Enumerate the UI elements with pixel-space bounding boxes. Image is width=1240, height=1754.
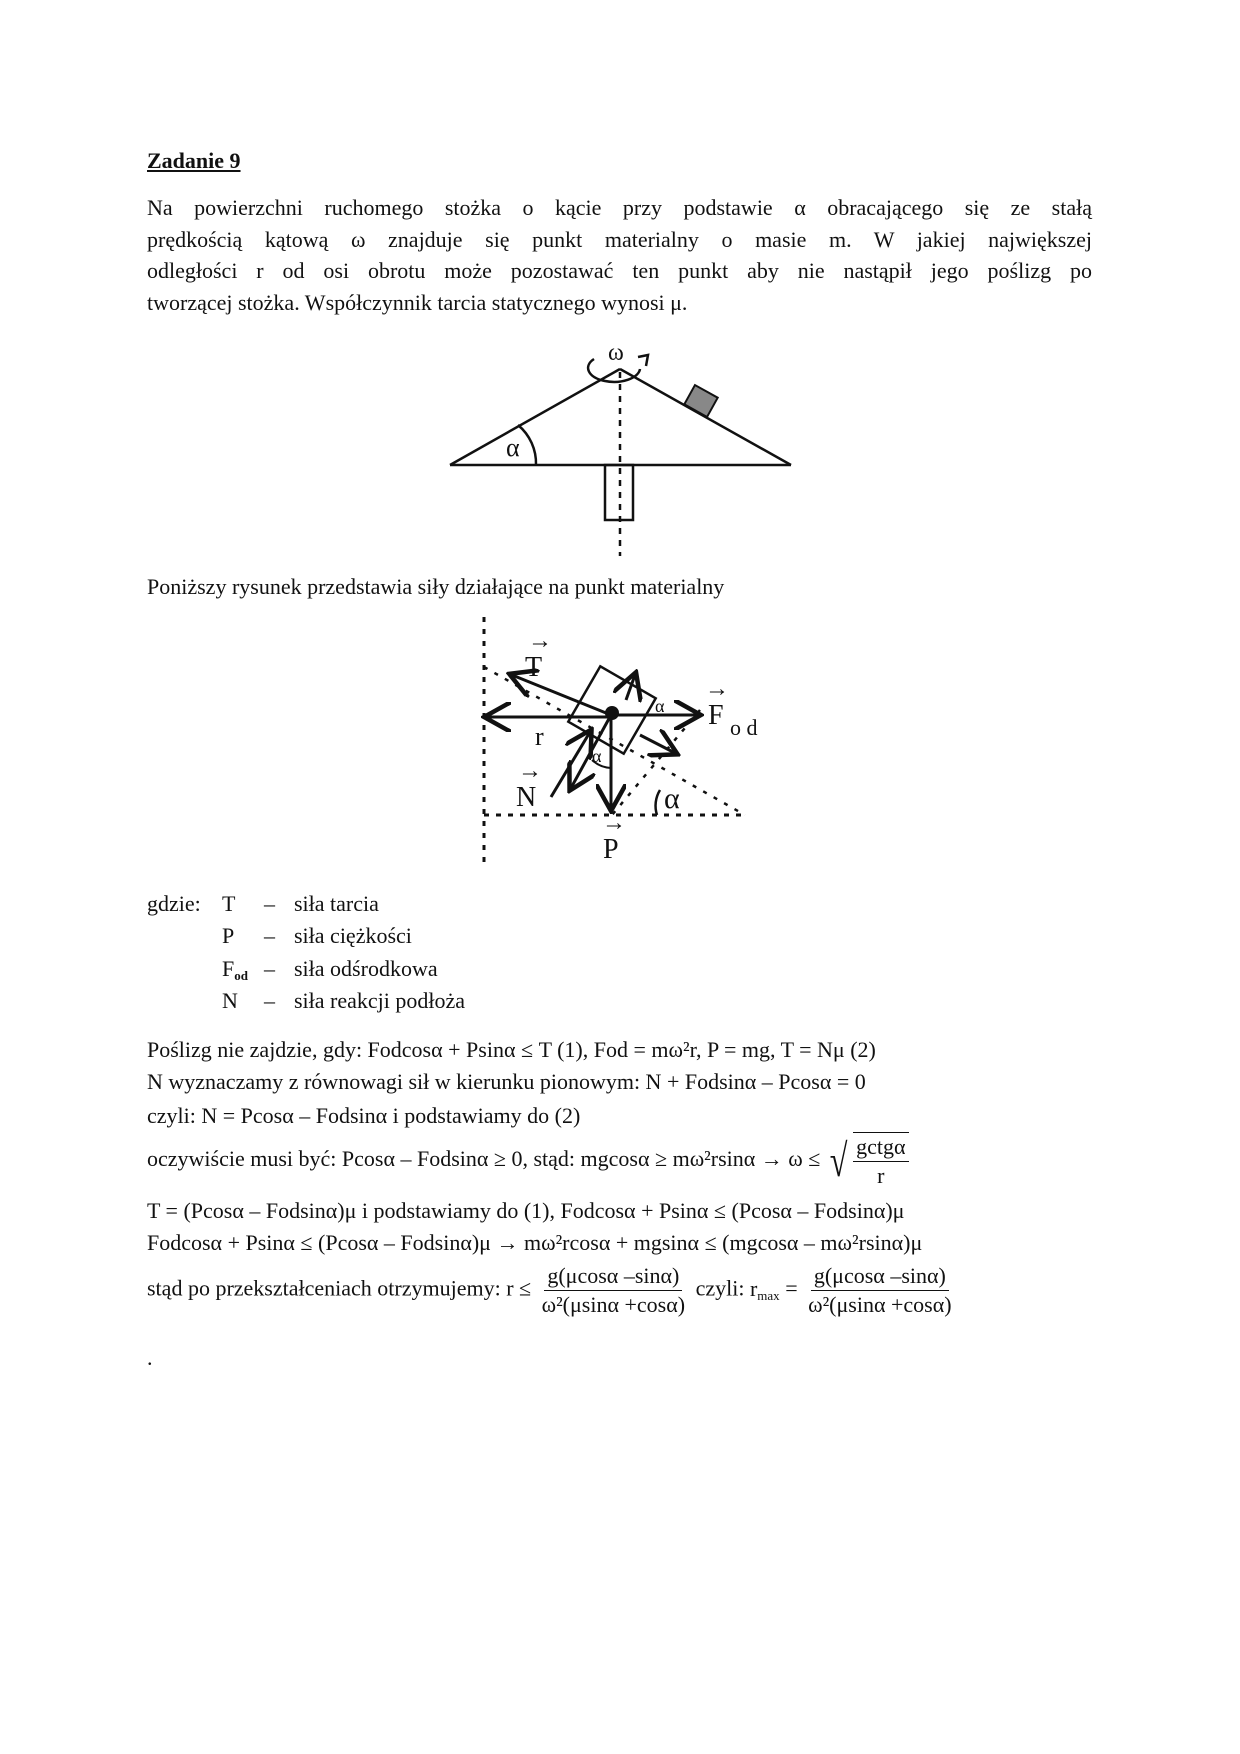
r-label: r: [535, 722, 544, 751]
legend-symbol-letter: F: [222, 956, 235, 981]
alpha-label-3: α: [664, 782, 680, 815]
legend-dash: –: [264, 956, 275, 981]
equation-line-1: Poślizg nie zajdzie, gdy: Fodcosα + Psinα ≤ T (1), Fod = mω²r, P = mg, T = Nμ (2): [147, 1037, 876, 1062]
legend-symbol: T: [222, 891, 236, 916]
alpha-label: α: [506, 433, 520, 462]
problem-line: prędkością kątową ω znajduje się punkt materialny o masie m. W jakiej największej: [147, 226, 1092, 252]
forces-caption: Poniższy rysunek przedstawia siły działające na punkt materialny: [147, 574, 725, 599]
legend-prefix: gdzie:: [147, 891, 201, 916]
P-vector-arrow: →: [602, 810, 626, 836]
problem-line: tworzącej stożka. Współczynnik tarcia statycznego wynosi μ.: [147, 289, 688, 315]
legend-dash: –: [264, 923, 275, 948]
legend-symbol: N: [222, 988, 238, 1013]
equation-line-5: T = (Pcosα – Fodsinα)μ i podstawiamy do (1), Fodcosα + Psinα ≤ (Pcosα – Fodsinα)μ: [147, 1198, 905, 1223]
equation-line-7: [147, 1262, 957, 1319]
fraction-denominator: ω²(μsinα +cosα): [808, 1292, 952, 1317]
rmax-letter: r: [749, 1275, 758, 1301]
task-title: Zadanie 9: [147, 148, 241, 173]
fraction-numerator: g(μcosα –sinα): [811, 1262, 949, 1291]
alpha-arc-2: [656, 790, 660, 815]
end-dot: .: [147, 1345, 153, 1370]
F-subscript: o d: [730, 715, 758, 740]
forces-diagram: [0, 600, 1240, 890]
legend-desc: siła odśrodkowa: [294, 956, 438, 981]
rotation-arrowhead: [638, 355, 648, 366]
rmax-symbol: [750, 1276, 780, 1301]
problem-line: Na powierzchni ruchomego stożka o kącie przy podstawie α obracającego się ze stałą: [147, 195, 1092, 220]
legend-desc: siła tarcia: [294, 891, 379, 916]
alpha-arc: [518, 425, 536, 465]
sqrt-sign: √: [829, 1135, 848, 1186]
equation-line-2: N wyznaczamy z równowagi sił w kierunku pionowym: N + Fodsinα – Pcosα = 0: [147, 1069, 866, 1094]
T-vector-arrow: →: [528, 628, 552, 654]
equation-line-4: [147, 1132, 911, 1190]
T-label: T: [525, 652, 543, 683]
legend-symbol: P: [222, 923, 235, 948]
rmax-fraction: [805, 1262, 954, 1319]
r-fraction: [539, 1262, 688, 1319]
N-label: N: [516, 782, 537, 813]
czyli-label: czyli:: [695, 1275, 745, 1301]
legend-desc: siła reakcji podłoża: [294, 988, 466, 1013]
sqrt-numerator: gctgα: [853, 1133, 908, 1162]
F-perp-arrow: [626, 675, 635, 700]
legend-symbol: [222, 956, 248, 984]
equation-text: oczywiście musi być: Pcosα – Fodsinα ≥ 0, stąd: mgcosα ≥ mω²rsinα → ω ≤: [147, 1146, 821, 1172]
sqrt-denominator: r: [877, 1163, 885, 1188]
fraction-numerator: g(μcosα –sinα): [544, 1262, 682, 1291]
F-label: F: [708, 700, 724, 731]
rmax-sub: max: [757, 1287, 780, 1303]
sqrt-fraction: [853, 1132, 908, 1190]
mass-point: [605, 706, 619, 720]
alpha-label-2: α: [655, 696, 665, 716]
legend-desc: siła ciężkości: [294, 923, 412, 948]
cone-diagram: [0, 0, 1240, 600]
problem-line: odległości r od osi obrotu może pozostawać ten punkt aby nie nastąpił jego poślizg po: [147, 258, 1092, 283]
legend-symbol-sub: od: [234, 968, 248, 983]
equation-line-3: czyli: N = Pcosα – Fodsinα i podstawiamy do (2): [147, 1103, 581, 1128]
legend-dash: –: [264, 891, 275, 916]
equals-sign: =: [785, 1275, 798, 1301]
N-vector-arrow: →: [518, 758, 542, 784]
fraction-denominator: ω²(μsinα +cosα): [541, 1292, 686, 1317]
equation-line-6: Fodcosα + Psinα ≤ (Pcosα – Fodsinα)μ → mω²rcosα + mgsinα ≤ (mgcosα – mω²rsinα)μ: [147, 1230, 923, 1255]
legend-dash: –: [264, 988, 275, 1013]
P-label: P: [603, 834, 619, 865]
equation-text: stąd po przekształceniach otrzymujemy:: [147, 1275, 501, 1301]
omega-label: ω: [608, 340, 624, 366]
mass-block: [684, 385, 717, 417]
F-vector-arrow: →: [705, 676, 729, 702]
r-inequality: r ≤: [506, 1275, 532, 1301]
F-component-arrow: [640, 735, 675, 753]
sqrt-expression: [826, 1132, 911, 1190]
alpha-label-1: α: [592, 746, 602, 766]
